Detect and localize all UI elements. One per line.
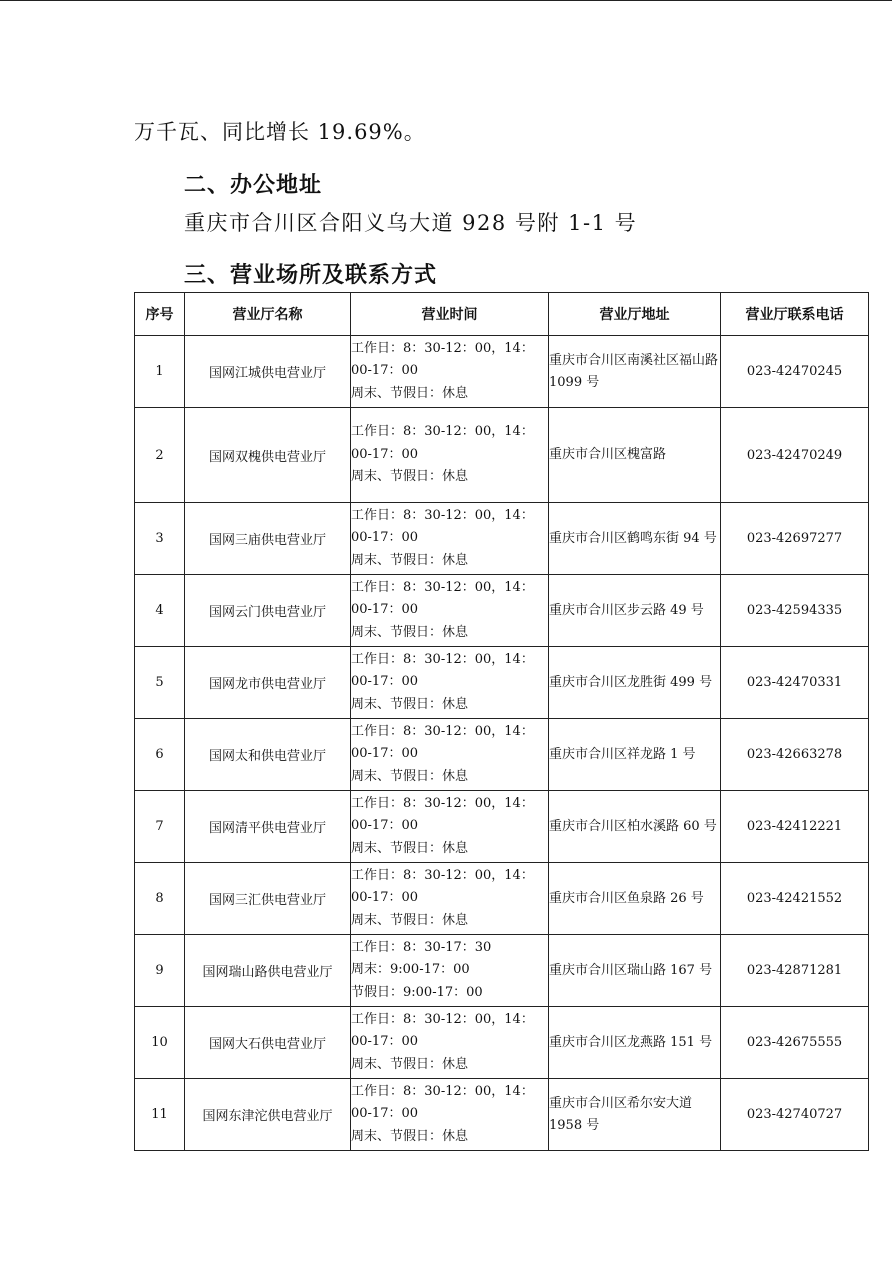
business-hours-line: 00-17：00 bbox=[351, 746, 419, 762]
service-halls-table bbox=[134, 292, 869, 1151]
business-hours bbox=[351, 647, 549, 719]
business-hours-line: 周末、节假日：休息 bbox=[351, 768, 469, 784]
business-hours-line: 00-17：00 bbox=[351, 1034, 419, 1050]
hall-phone: 023-42412221 bbox=[721, 791, 869, 863]
hall-address: 重庆市合川区步云路 49 号 bbox=[549, 575, 721, 647]
hall-address: 重庆市合川区南溪社区福山路 1099 号 bbox=[549, 336, 721, 408]
business-hours bbox=[351, 503, 549, 575]
header-hours: 营业时间 bbox=[351, 293, 549, 336]
business-hours-line: 00-17：00 bbox=[351, 530, 419, 546]
business-hours-line: 00-17：00 bbox=[351, 1106, 419, 1122]
hall-name: 国网大石供电营业厅 bbox=[185, 1007, 351, 1079]
business-hours-line: 00-17：00 bbox=[351, 818, 419, 834]
business-hours-line: 工作日：8：30-17：30 bbox=[351, 939, 492, 955]
business-hours-line: 工作日：8：30-12：00，14： bbox=[351, 340, 534, 356]
hall-phone: 023-42470249 bbox=[721, 408, 869, 503]
business-hours-line: 周末、节假日：休息 bbox=[351, 469, 469, 485]
business-hours bbox=[351, 1079, 549, 1151]
business-hours-line: 工作日：8：30-12：00，14： bbox=[351, 1011, 534, 1027]
business-hours-line: 工作日：8：30-12：00，14： bbox=[351, 723, 534, 739]
business-hours-line: 周末、节假日：休息 bbox=[351, 840, 469, 856]
table-row bbox=[135, 719, 869, 791]
hall-phone: 023-42470331 bbox=[721, 647, 869, 719]
hall-name: 国网太和供电营业厅 bbox=[185, 719, 351, 791]
row-number: 7 bbox=[135, 791, 185, 863]
hall-address: 重庆市合川区鱼泉路 26 号 bbox=[549, 863, 721, 935]
header-phone: 营业厅联系电话 bbox=[721, 293, 869, 336]
hall-phone: 023-42675555 bbox=[721, 1007, 869, 1079]
business-hours-line: 工作日：8：30-12：00，14： bbox=[351, 507, 534, 523]
hall-name: 国网三汇供电营业厅 bbox=[185, 863, 351, 935]
business-hours bbox=[351, 935, 549, 1007]
row-number: 1 bbox=[135, 336, 185, 408]
hall-address: 重庆市合川区龙胜街 499 号 bbox=[549, 647, 721, 719]
table-row bbox=[135, 647, 869, 719]
table-row bbox=[135, 408, 869, 503]
continuation-paragraph: 万千瓦、同比增长 19.69%。 bbox=[134, 120, 426, 144]
business-hours-line: 00-17：00 bbox=[351, 602, 419, 618]
hall-name: 国网江城供电营业厅 bbox=[185, 336, 351, 408]
hall-name: 国网龙市供电营业厅 bbox=[185, 647, 351, 719]
business-hours-line: 周末、节假日：休息 bbox=[351, 696, 469, 712]
hall-phone: 023-42697277 bbox=[721, 503, 869, 575]
table-header-row bbox=[135, 293, 869, 336]
business-hours-line: 周末、节假日：休息 bbox=[351, 912, 469, 928]
business-hours-line: 工作日：8：30-12：00，14： bbox=[351, 1083, 534, 1099]
business-hours-line: 工作日：8：30-12：00，14： bbox=[351, 651, 534, 667]
section-heading-service-halls: 三、营业场所及联系方式 bbox=[184, 263, 438, 288]
hall-name: 国网清平供电营业厅 bbox=[185, 791, 351, 863]
office-address-text: 重庆市合川区合阳义乌大道 928 号附 1-1 号 bbox=[184, 211, 638, 235]
hall-phone: 023-42421552 bbox=[721, 863, 869, 935]
hall-phone: 023-42594335 bbox=[721, 575, 869, 647]
hall-name: 国网东津沱供电营业厅 bbox=[185, 1079, 351, 1151]
business-hours-line: 周末、节假日：休息 bbox=[351, 552, 469, 568]
business-hours-line: 00-17：00 bbox=[351, 674, 419, 690]
hall-name: 国网云门供电营业厅 bbox=[185, 575, 351, 647]
hall-address: 重庆市合川区希尔安大道 1958 号 bbox=[549, 1079, 721, 1151]
business-hours-line: 周末、节假日：休息 bbox=[351, 385, 469, 401]
hall-phone: 023-42871281 bbox=[721, 935, 869, 1007]
section-heading-office-address: 二、办公地址 bbox=[184, 173, 323, 198]
business-hours-line: 00-17：00 bbox=[351, 890, 419, 906]
row-number: 4 bbox=[135, 575, 185, 647]
business-hours-line: 00-17：00 bbox=[351, 446, 419, 462]
row-number: 2 bbox=[135, 408, 185, 503]
business-hours-line: 周末、节假日：休息 bbox=[351, 624, 469, 640]
header-no: 序号 bbox=[135, 293, 185, 336]
hall-address: 重庆市合川区瑞山路 167 号 bbox=[549, 935, 721, 1007]
table-row bbox=[135, 503, 869, 575]
hall-phone: 023-42663278 bbox=[721, 719, 869, 791]
business-hours-line: 周末：9:00-17：00 bbox=[351, 962, 470, 978]
row-number: 3 bbox=[135, 503, 185, 575]
row-number: 6 bbox=[135, 719, 185, 791]
business-hours-line: 工作日：8：30-12：00，14： bbox=[351, 579, 534, 595]
business-hours-line: 工作日：8：30-12：00，14： bbox=[351, 424, 534, 440]
table-row bbox=[135, 336, 869, 408]
business-hours bbox=[351, 719, 549, 791]
business-hours bbox=[351, 863, 549, 935]
table-row bbox=[135, 791, 869, 863]
business-hours-line: 工作日：8：30-12：00，14： bbox=[351, 795, 534, 811]
row-number: 9 bbox=[135, 935, 185, 1007]
hall-name: 国网瑞山路供电营业厅 bbox=[185, 935, 351, 1007]
business-hours-line: 00-17：00 bbox=[351, 363, 419, 379]
business-hours bbox=[351, 1007, 549, 1079]
hall-address: 重庆市合川区鹤鸣东街 94 号 bbox=[549, 503, 721, 575]
hall-address: 重庆市合川区柏水溪路 60 号 bbox=[549, 791, 721, 863]
business-hours-line: 周末、节假日：休息 bbox=[351, 1056, 469, 1072]
hall-name: 国网三庙供电营业厅 bbox=[185, 503, 351, 575]
table-row bbox=[135, 1007, 869, 1079]
business-hours bbox=[351, 791, 549, 863]
table-row bbox=[135, 1079, 869, 1151]
row-number: 5 bbox=[135, 647, 185, 719]
row-number: 11 bbox=[135, 1079, 185, 1151]
table-row bbox=[135, 575, 869, 647]
table-row bbox=[135, 935, 869, 1007]
row-number: 10 bbox=[135, 1007, 185, 1079]
business-hours bbox=[351, 575, 549, 647]
hall-address: 重庆市合川区祥龙路 1 号 bbox=[549, 719, 721, 791]
table-row bbox=[135, 863, 869, 935]
hall-address: 重庆市合川区槐富路 bbox=[549, 408, 721, 503]
business-hours-line: 周末、节假日：休息 bbox=[351, 1128, 469, 1144]
business-hours-line: 节假日：9:00-17：00 bbox=[351, 984, 483, 1000]
hall-name: 国网双槐供电营业厅 bbox=[185, 408, 351, 503]
hall-phone: 023-42470245 bbox=[721, 336, 869, 408]
hall-address: 重庆市合川区龙燕路 151 号 bbox=[549, 1007, 721, 1079]
page-top-border bbox=[0, 0, 892, 1]
header-name: 营业厅名称 bbox=[185, 293, 351, 336]
row-number: 8 bbox=[135, 863, 185, 935]
business-hours bbox=[351, 336, 549, 408]
business-hours-line: 工作日：8：30-12：00，14： bbox=[351, 867, 534, 883]
business-hours bbox=[351, 408, 549, 503]
hall-phone: 023-42740727 bbox=[721, 1079, 869, 1151]
header-address: 营业厅地址 bbox=[549, 293, 721, 336]
